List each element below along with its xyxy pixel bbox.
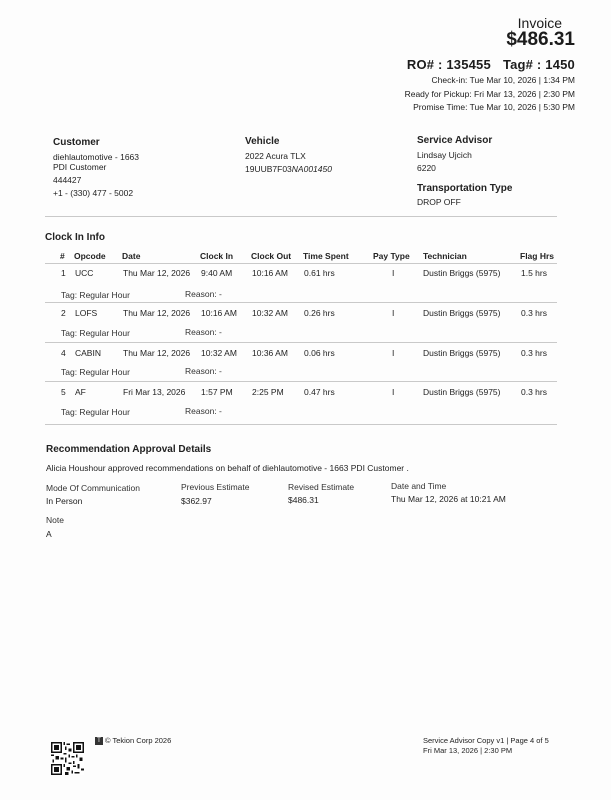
note-value: A bbox=[46, 529, 52, 539]
row-technician: Dustin Briggs (5975) bbox=[423, 268, 501, 278]
recommendation-heading: Recommendation Approval Details bbox=[46, 444, 212, 455]
row-technician: Dustin Briggs (5975) bbox=[423, 308, 501, 318]
row-date: Fri Mar 13, 2026 bbox=[123, 387, 186, 397]
row-num: 5 bbox=[61, 387, 66, 397]
customer-phone: +1 - (330) 477 - 5002 bbox=[53, 188, 134, 198]
col-header-flag-hrs: Flag Hrs bbox=[520, 251, 555, 261]
col-header-num: # bbox=[60, 251, 65, 261]
previous-estimate-label: Previous Estimate bbox=[181, 482, 250, 492]
recommendation-statement: Alicia Houshour approved recommendations on behalf of diehlautomotive - 1663 PDI Customer . bbox=[46, 463, 409, 473]
col-header-pay-type: Pay Type bbox=[373, 251, 410, 261]
row-opcode: UCC bbox=[75, 268, 94, 278]
promise-time: Promise Time: Tue Mar 10, 2026 | 5:30 PM bbox=[413, 102, 575, 112]
copyright: © Tekion Corp 2026 bbox=[105, 736, 172, 745]
row-technician: Dustin Briggs (5975) bbox=[423, 348, 501, 358]
printed-timestamp: Fri Mar 13, 2026 | 2:30 PM bbox=[423, 746, 513, 755]
revised-estimate-value: $486.31 bbox=[288, 495, 319, 505]
note-label: Note bbox=[46, 515, 64, 525]
row-tag: Tag: Regular Hour bbox=[61, 367, 130, 377]
row-num: 2 bbox=[61, 308, 66, 318]
row-opcode: CABIN bbox=[75, 348, 101, 358]
vehicle-heading: Vehicle bbox=[245, 136, 280, 147]
row-reason: Reason: - bbox=[185, 406, 222, 416]
vehicle-vin bbox=[245, 163, 332, 175]
row-flag-hrs: 0.3 hrs bbox=[521, 387, 547, 397]
row-clock-out: 10:36 AM bbox=[252, 348, 288, 358]
row-flag-hrs: 1.5 hrs bbox=[521, 268, 547, 278]
row-reason: Reason: - bbox=[185, 289, 222, 299]
check-in-time: Check-in: Tue Mar 10, 2026 | 1:34 PM bbox=[431, 75, 575, 85]
row-date: Thu Mar 12, 2026 bbox=[123, 348, 191, 358]
ready-pickup-time: Ready for Pickup: Fri Mar 13, 2026 | 2:30 PM bbox=[404, 89, 575, 99]
ro-number: RO# : 135455 bbox=[406, 57, 491, 72]
vin-prefix: 19UUB7F03 bbox=[245, 164, 292, 174]
transportation-value: DROP OFF bbox=[417, 197, 461, 207]
tekion-logo-icon: T bbox=[95, 737, 103, 745]
row-tag: Tag: Regular Hour bbox=[61, 328, 130, 338]
document-type-label: Invoice bbox=[517, 15, 562, 31]
row-opcode: AF bbox=[75, 387, 86, 397]
row-num: 4 bbox=[61, 348, 66, 358]
customer-heading: Customer bbox=[53, 137, 100, 148]
col-header-technician: Technician bbox=[423, 251, 467, 261]
service-advisor-name: Lindsay Ujcich bbox=[417, 150, 472, 160]
revised-estimate-label: Revised Estimate bbox=[288, 482, 355, 492]
row-clock-in: 1:57 PM bbox=[201, 387, 233, 397]
qr-code-icon bbox=[51, 742, 84, 775]
col-header-clock-out: Clock Out bbox=[251, 251, 292, 261]
row-clock-out: 10:32 AM bbox=[252, 308, 288, 318]
col-header-date: Date bbox=[122, 251, 141, 261]
row-pay-type: I bbox=[392, 387, 395, 397]
row-time-spent: 0.47 hrs bbox=[304, 387, 335, 397]
row-clock-in: 10:32 AM bbox=[201, 348, 237, 358]
col-header-clock-in: Clock In bbox=[200, 251, 234, 261]
row-clock-out: 10:16 AM bbox=[252, 268, 288, 278]
col-header-opcode: Opcode bbox=[74, 251, 106, 261]
transportation-heading: Transportation Type bbox=[417, 183, 513, 194]
col-header-time-spent: Time Spent bbox=[303, 251, 349, 261]
row-pay-type: I bbox=[392, 308, 395, 318]
row-divider bbox=[45, 302, 557, 303]
row-date: Thu Mar 12, 2026 bbox=[123, 268, 191, 278]
clock-in-heading: Clock In Info bbox=[45, 232, 105, 243]
row-time-spent: 0.06 hrs bbox=[304, 348, 335, 358]
copy-page-info: Service Advisor Copy v1 | Page 4 of 5 bbox=[423, 736, 549, 745]
row-num: 1 bbox=[61, 268, 66, 278]
customer-name: diehlautomotive - 1663 bbox=[53, 152, 140, 162]
invoice-total: $486.31 bbox=[506, 29, 575, 50]
row-flag-hrs: 0.3 hrs bbox=[521, 308, 547, 318]
customer-id: 444427 bbox=[53, 175, 82, 185]
row-divider bbox=[45, 381, 557, 382]
row-clock-in: 10:16 AM bbox=[201, 308, 237, 318]
date-time-value: Thu Mar 12, 2026 at 10:21 AM bbox=[391, 494, 506, 504]
service-advisor-number: 6220 bbox=[417, 163, 436, 173]
row-clock-in: 9:40 AM bbox=[201, 268, 233, 278]
table-header-divider bbox=[45, 263, 557, 264]
row-tag: Tag: Regular Hour bbox=[61, 407, 130, 417]
row-clock-out: 2:25 PM bbox=[252, 387, 284, 397]
row-pay-type: I bbox=[392, 348, 395, 358]
row-time-spent: 0.26 hrs bbox=[304, 308, 335, 318]
mode-label: Mode Of Communication bbox=[46, 483, 141, 493]
vin-suffix: NA001450 bbox=[291, 164, 332, 174]
previous-estimate-value: $362.97 bbox=[181, 496, 212, 506]
row-tag: Tag: Regular Hour bbox=[61, 290, 130, 300]
service-advisor-heading: Service Advisor bbox=[417, 135, 493, 146]
ro-tag-line bbox=[407, 57, 575, 72]
tag-number: Tag# : 1450 bbox=[502, 57, 575, 72]
row-time-spent: 0.61 hrs bbox=[304, 268, 335, 278]
row-technician: Dustin Briggs (5975) bbox=[423, 387, 501, 397]
vehicle-model: 2022 Acura TLX bbox=[245, 151, 306, 161]
row-divider bbox=[45, 342, 557, 343]
mode-value: In Person bbox=[46, 496, 83, 506]
row-flag-hrs: 0.3 hrs bbox=[521, 348, 547, 358]
row-opcode: LOFS bbox=[75, 308, 98, 318]
divider bbox=[45, 216, 557, 217]
row-reason: Reason: - bbox=[185, 327, 222, 337]
row-pay-type: I bbox=[392, 268, 395, 278]
date-time-label: Date and Time bbox=[391, 481, 447, 491]
row-date: Thu Mar 12, 2026 bbox=[123, 308, 191, 318]
row-reason: Reason: - bbox=[185, 366, 222, 376]
customer-name-line2: PDI Customer bbox=[53, 162, 107, 172]
row-divider bbox=[45, 424, 557, 425]
